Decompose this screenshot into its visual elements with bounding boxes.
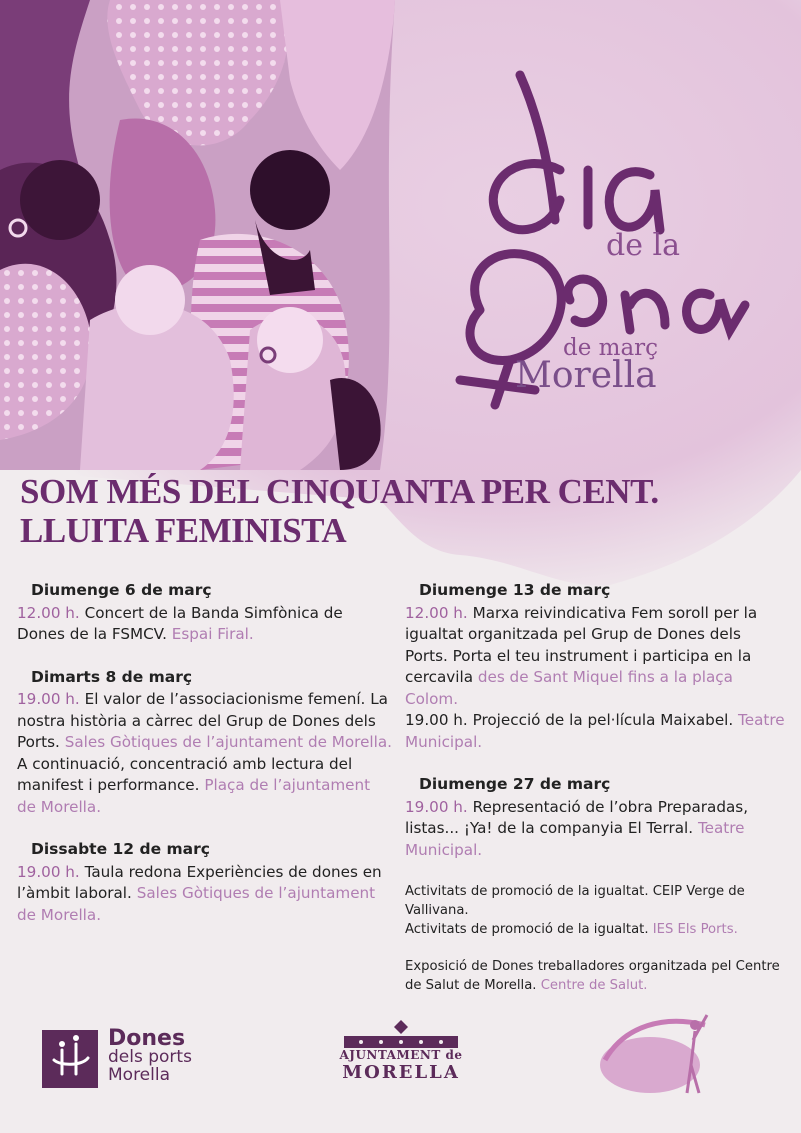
- event-place: Sales Gòtiques de l’ajuntament de Morella.: [17, 884, 376, 924]
- event: [405, 710, 787, 753]
- spacer: [405, 939, 787, 957]
- dones-line1: Dones: [108, 1026, 186, 1051]
- event-time: 19.00 h.: [405, 711, 468, 729]
- day-heading: Diumenge 27 de març: [419, 775, 611, 793]
- event: [17, 689, 392, 754]
- event-place: des de Sant Miquel fins a la plaça Colom.: [405, 668, 733, 708]
- ajuntament-line2: MORELLA: [342, 1062, 460, 1083]
- extra-activity: [405, 957, 787, 995]
- event-text: A continuació, concentració amb lectura del manifest i performance.: [17, 754, 353, 794]
- extra-text: Exposició de Dones treballadores organitzada pel Centre de Salut de Morella.: [405, 959, 780, 993]
- day-heading: Diumenge 13 de març: [419, 581, 611, 599]
- headline-line2: LLUITA FEMINISTA: [20, 511, 347, 550]
- event: [17, 603, 392, 646]
- event: [405, 797, 787, 862]
- event: [17, 754, 392, 819]
- day-heading: Dimarts 8 de març: [31, 667, 193, 686]
- day-block: [17, 839, 392, 926]
- schedule-right-column: [405, 580, 787, 995]
- title-de-marc: de març: [563, 335, 659, 361]
- day-heading: Diumenge 6 de març: [31, 581, 212, 599]
- event-place: Teatre Municipal.: [405, 819, 745, 859]
- event-place: Teatre Municipal.: [405, 711, 785, 751]
- dones-logo-mark: [42, 1030, 98, 1088]
- event-time: 12.00 h.: [17, 603, 80, 622]
- crest-icon: [336, 1018, 466, 1050]
- headline-line1: SOM MÉS DEL CINQUANTA PER CENT.: [20, 472, 659, 511]
- dones-dels-ports-logo: [42, 1026, 222, 1092]
- event-place: Espai Firal.: [171, 625, 254, 643]
- dones-line3: Morella: [108, 1065, 171, 1085]
- event-time: 19.00 h.: [17, 862, 80, 881]
- title-morella: Morella: [515, 355, 657, 396]
- event-time: 19.00 h.: [405, 797, 468, 816]
- schedule-left-column: [17, 580, 392, 947]
- ajuntament-line1: AJUNTAMENT de: [339, 1048, 463, 1062]
- extra-place: Centre de Salut.: [540, 978, 648, 993]
- day-block: [17, 580, 392, 646]
- event: [405, 603, 787, 711]
- event: [17, 862, 392, 927]
- day-block: [17, 667, 392, 819]
- event-text: Projecció de la pel·lícula Maixabel.: [467, 711, 739, 729]
- event-text: El valor de l’associacionisme femení. La nostra història a càrrec del Grup de Dones dels Ports.: [17, 690, 388, 751]
- ajuntament-morella-logo: [336, 1018, 466, 1088]
- event-place: Plaça de l’ajuntament de Morella.: [17, 776, 371, 816]
- event-time: 12.00 h.: [405, 603, 468, 622]
- day-block: [405, 580, 787, 753]
- dones-logo-text: [108, 1026, 192, 1085]
- event-text: Taula redona Experiències de dones en l’àmbit laboral.: [17, 862, 382, 902]
- extra-activity: [405, 920, 787, 939]
- event-time: 19.00 h.: [17, 690, 80, 708]
- extra-activity: Activitats de promoció de la igualtat. CEIP Verge de Vallivana.: [405, 884, 745, 918]
- title-de-la: de la: [606, 228, 680, 263]
- day-block: [405, 774, 787, 861]
- dones-line2: dels ports: [108, 1047, 192, 1067]
- day-heading: Dissabte 12 de març: [31, 840, 210, 858]
- event-text: Marxa reivindicativa Fem soroll per la igualtat organitzada pel Grup de Dones dels Ports. Porta el teu instrument i participa en la cercavila: [405, 603, 758, 686]
- extra-place: IES Els Ports.: [652, 922, 738, 937]
- figures-icon: [42, 1030, 98, 1088]
- event-text: Concert de la Banda Simfònica de Dones de la FSMCV.: [17, 603, 343, 643]
- extra-text: Activitats de promoció de la igualtat.: [405, 922, 653, 937]
- woman-figure-logo: [595, 1005, 745, 1095]
- event-place: Sales Gòtiques de l’ajuntament de Morella.: [64, 733, 393, 751]
- event-text: Representació de l’obra Preparadas, listas... ¡Ya! de la companyia El Terral.: [405, 797, 749, 837]
